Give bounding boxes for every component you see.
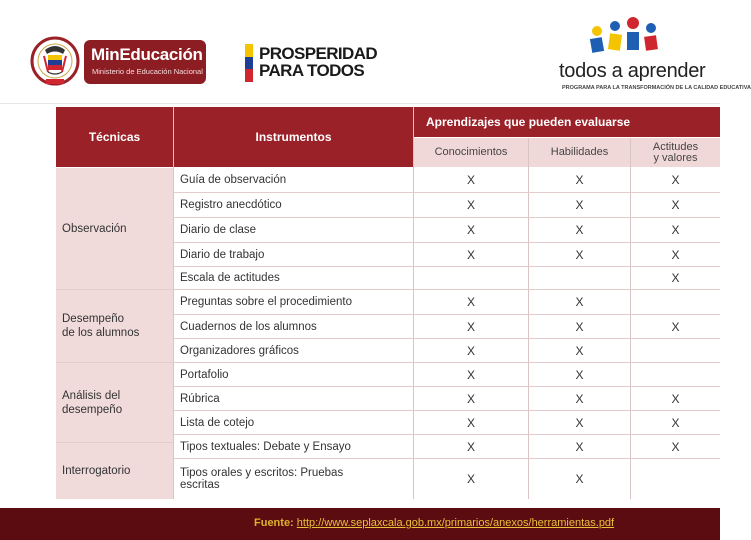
people-figures-icon xyxy=(589,16,669,56)
grid-line xyxy=(174,266,720,267)
mark-conocimientos: X xyxy=(414,218,528,242)
mark-habilidades: X xyxy=(529,243,630,266)
header-divider xyxy=(0,103,720,104)
colombia-seal-logo xyxy=(30,36,80,88)
mark-habilidades: X xyxy=(529,218,630,242)
page-header xyxy=(0,0,751,104)
instrument-cell: Portafolio xyxy=(174,363,413,386)
mark-conocimientos: X xyxy=(414,411,528,434)
mark-actitudes xyxy=(631,363,720,386)
prosperidad-line1: PROSPERIDAD xyxy=(259,44,378,63)
mark-actitudes xyxy=(631,339,720,362)
mark-actitudes: X xyxy=(631,411,720,434)
mark-habilidades: X xyxy=(529,363,630,386)
mark-conocimientos: X xyxy=(414,459,528,499)
grid-line xyxy=(174,192,720,193)
grid-line xyxy=(413,107,414,499)
technique-desempeno-line2: de los alumnos xyxy=(62,327,140,339)
todos-subtitle: PROGRAMA PARA LA TRANSFORMACIÓN DE LA CALIDAD EDUCATIVA xyxy=(562,85,751,91)
instrument-cell: Guía de observación xyxy=(174,168,413,192)
flag-bar xyxy=(245,44,253,82)
instrument-cell: Preguntas sobre el procedimiento xyxy=(174,290,413,314)
mark-habilidades: X xyxy=(529,387,630,410)
instrument-line2: escritas xyxy=(180,479,220,491)
instrument-cell: Rúbrica xyxy=(174,387,413,410)
mark-conocimientos: X xyxy=(414,243,528,266)
mark-conocimientos: X xyxy=(414,168,528,192)
mark-conocimientos xyxy=(414,267,528,289)
col-header-tecnicas: Técnicas xyxy=(56,107,173,167)
grid-line xyxy=(56,362,720,363)
mark-actitudes: X xyxy=(631,168,720,192)
technique-observacion: Observación xyxy=(56,168,173,289)
mineducacion-name: MinEducación xyxy=(91,45,203,64)
instrument-cell: Lista de cotejo xyxy=(174,411,413,434)
mark-habilidades: X xyxy=(529,411,630,434)
mineducacion-logo xyxy=(84,40,206,84)
mark-actitudes: X xyxy=(631,435,720,458)
instrument-cell: Organizadores gráficos xyxy=(174,339,413,362)
instrument-cell xyxy=(174,459,413,499)
grid-line xyxy=(174,338,720,339)
subheader-actitudes xyxy=(631,138,720,167)
mark-conocimientos: X xyxy=(414,339,528,362)
mark-habilidades: X xyxy=(529,193,630,217)
grid-line xyxy=(174,314,720,315)
mark-actitudes: X xyxy=(631,218,720,242)
grid-line xyxy=(173,107,174,499)
mark-actitudes: X xyxy=(631,267,720,289)
grid-line xyxy=(174,458,720,459)
mark-conocimientos: X xyxy=(414,315,528,338)
source-label: Fuente: xyxy=(254,517,294,529)
technique-interrogatorio: Interrogatorio xyxy=(56,443,173,499)
prosperidad-logo xyxy=(245,44,385,84)
source-line xyxy=(254,517,614,529)
mark-habilidades xyxy=(529,267,630,289)
instrument-cell: Diario de trabajo xyxy=(174,243,413,266)
page-footer xyxy=(0,508,720,540)
instrument-cell: Escala de actitudes xyxy=(174,267,413,289)
mineducacion-subtitle: Ministerio de Educación Nacional xyxy=(92,67,203,76)
technique-analisis-line2: desempeño xyxy=(62,403,123,416)
mark-habilidades: X xyxy=(529,315,630,338)
mark-habilidades: X xyxy=(529,435,630,458)
grid-line xyxy=(174,386,720,387)
grid-line xyxy=(174,217,720,218)
col-header-instrumentos: Instrumentos xyxy=(174,107,413,167)
mark-actitudes: X xyxy=(631,243,720,266)
mark-habilidades: X xyxy=(529,290,630,314)
technique-desempeno xyxy=(56,290,173,362)
instrument-cell: Diario de clase xyxy=(174,218,413,242)
grid-line xyxy=(56,442,173,443)
grid-line xyxy=(174,242,720,243)
mark-habilidades: X xyxy=(529,339,630,362)
mark-habilidades: X xyxy=(529,459,630,499)
instrument-line1: Tipos orales y escritos: Pruebas xyxy=(180,467,344,479)
instrument-cell: Cuadernos de los alumnos xyxy=(174,315,413,338)
mark-conocimientos: X xyxy=(414,387,528,410)
grid-line xyxy=(174,434,720,435)
col-header-aprendizajes: Aprendizajes que pueden evaluarse xyxy=(414,107,720,137)
subheader-habilidades: Habilidades xyxy=(529,138,630,167)
grid-line xyxy=(56,289,720,290)
mark-actitudes xyxy=(631,290,720,314)
mark-conocimientos: X xyxy=(414,290,528,314)
todos-title: todos a aprender xyxy=(559,60,706,82)
todos-a-aprender-logo xyxy=(555,16,751,92)
evaluation-table xyxy=(56,107,720,499)
prosperidad-line2: PARA TODOS xyxy=(259,61,365,80)
technique-analisis xyxy=(56,363,173,442)
mark-actitudes: X xyxy=(631,387,720,410)
technique-analisis-line1: Análisis del xyxy=(62,389,121,402)
instrument-cell: Registro anecdótico xyxy=(174,193,413,217)
mark-conocimientos: X xyxy=(414,193,528,217)
mark-habilidades: X xyxy=(529,168,630,192)
subheader-conocimientos: Conocimientos xyxy=(414,138,528,167)
source-link[interactable]: http://www.seplaxcala.gob.mx/primarios/anexos/herramientas.pdf xyxy=(296,517,615,529)
mark-actitudes: X xyxy=(631,315,720,338)
subheader-actitudes-line2: y valores xyxy=(653,151,698,164)
mark-actitudes xyxy=(631,459,720,499)
technique-desempeno-line1: Desempeño xyxy=(62,313,125,325)
instrument-cell: Tipos textuales: Debate y Ensayo xyxy=(174,435,413,458)
mark-actitudes: X xyxy=(631,193,720,217)
mark-conocimientos: X xyxy=(414,363,528,386)
mark-conocimientos: X xyxy=(414,435,528,458)
grid-line xyxy=(174,410,720,411)
subheader-actitudes-line1: Actitudes xyxy=(652,140,699,153)
